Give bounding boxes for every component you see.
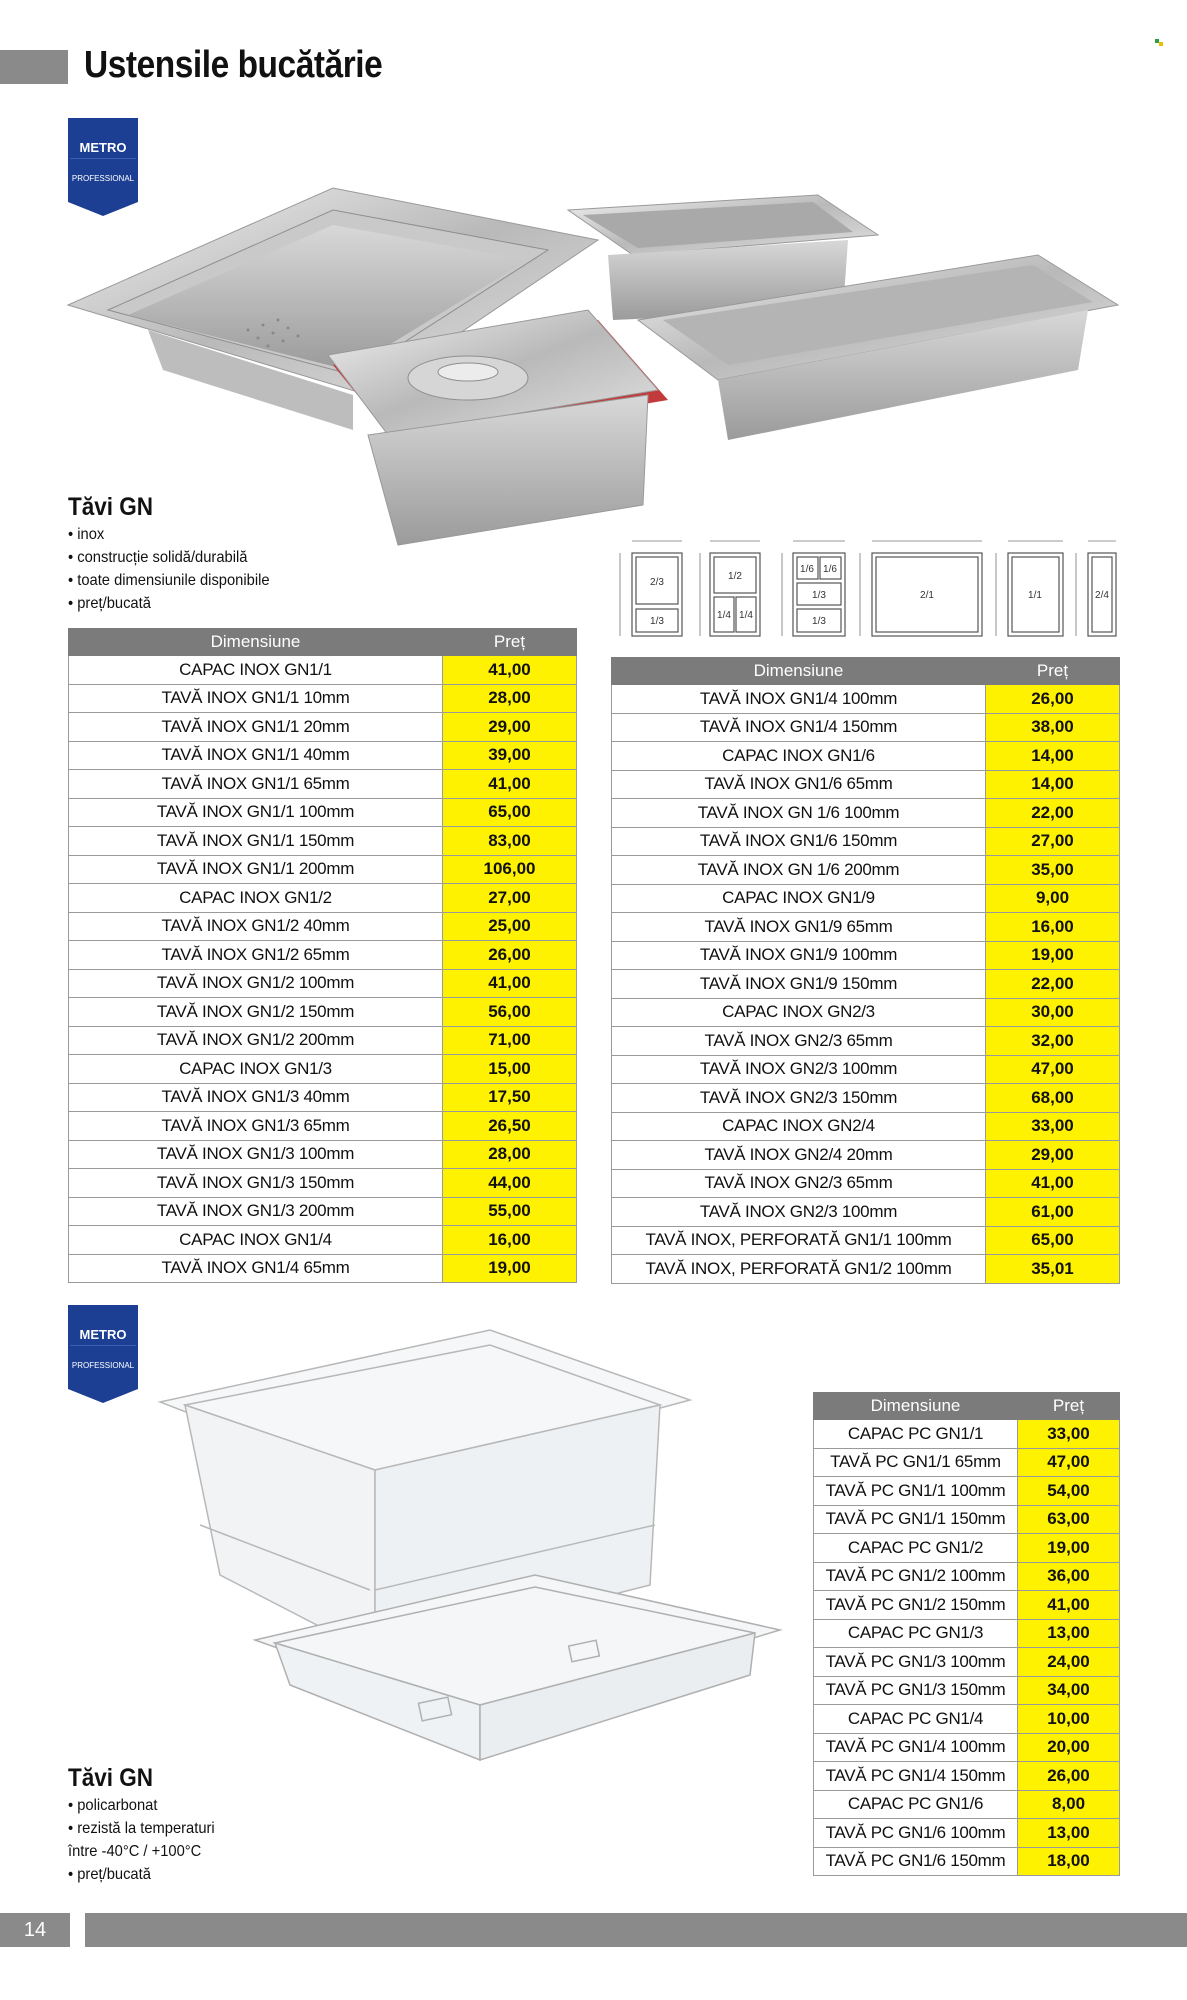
product-name: TAVĂ INOX, PERFORATĂ GN1/2 100mm [612, 1255, 986, 1284]
diagram-label: 1/6 [800, 564, 814, 575]
product-name: CAPAC PC GN1/1 [814, 1420, 1018, 1449]
product-name: TAVĂ PC GN1/3 100mm [814, 1648, 1018, 1677]
product-price: 20,00 [1018, 1733, 1120, 1762]
product-price: 41,00 [986, 1169, 1120, 1198]
product-name: TAVĂ INOX GN1/6 65mm [612, 770, 986, 799]
product-price: 65,00 [986, 1226, 1120, 1255]
product-price: 29,00 [443, 713, 577, 742]
product-price: 27,00 [443, 884, 577, 913]
table-row [69, 684, 577, 713]
diagram-label: 1/1 [1028, 590, 1042, 601]
table-row [69, 798, 577, 827]
inox-bullet-list [68, 523, 270, 615]
table-row [69, 1226, 577, 1255]
product-price: 33,00 [1018, 1420, 1120, 1449]
column-header-dimension: Dimensiune [69, 629, 443, 656]
product-name: TAVĂ PC GN1/2 150mm [814, 1591, 1018, 1620]
product-price: 10,00 [1018, 1705, 1120, 1734]
table-row [612, 770, 1120, 799]
product-name: TAVĂ PC GN1/4 100mm [814, 1733, 1018, 1762]
table-row [814, 1648, 1120, 1677]
product-price: 39,00 [443, 741, 577, 770]
product-name: TAVĂ INOX GN1/9 65mm [612, 913, 986, 942]
section-title-inox: Tăvi GN [68, 493, 154, 521]
table-row [612, 1112, 1120, 1141]
product-price: 8,00 [1018, 1790, 1120, 1819]
table-row [814, 1819, 1120, 1848]
product-name: TAVĂ INOX GN2/3 100mm [612, 1055, 986, 1084]
polycarbonate-pans-image [160, 1325, 790, 1795]
product-name: CAPAC INOX GN2/4 [612, 1112, 986, 1141]
product-name: TAVĂ INOX GN1/3 150mm [69, 1169, 443, 1198]
product-price: 35,00 [986, 856, 1120, 885]
product-price: 41,00 [1018, 1591, 1120, 1620]
table-row [612, 998, 1120, 1027]
product-name: TAVĂ INOX GN1/1 200mm [69, 855, 443, 884]
table-row [814, 1591, 1120, 1620]
product-name: TAVĂ PC GN1/2 100mm [814, 1562, 1018, 1591]
product-name: TAVĂ INOX GN1/6 150mm [612, 827, 986, 856]
table-row [814, 1790, 1120, 1819]
product-name: TAVĂ INOX GN2/3 65mm [612, 1169, 986, 1198]
diagram-label: 1/2 [728, 571, 742, 582]
product-name: TAVĂ INOX GN1/4 150mm [612, 713, 986, 742]
product-price: 28,00 [443, 1140, 577, 1169]
product-price: 65,00 [443, 798, 577, 827]
product-price: 19,00 [1018, 1534, 1120, 1563]
bullet-item: • preț/bucată [68, 1863, 215, 1886]
table-row [612, 1169, 1120, 1198]
product-price: 22,00 [986, 799, 1120, 828]
product-price: 44,00 [443, 1169, 577, 1198]
table-row [814, 1847, 1120, 1876]
bullet-item: • construcție solidă/durabilă [68, 546, 270, 569]
table-row [814, 1420, 1120, 1449]
product-price: 26,50 [443, 1112, 577, 1141]
product-price: 47,00 [986, 1055, 1120, 1084]
table-row [814, 1619, 1120, 1648]
table-row [69, 1254, 577, 1283]
table-row [814, 1534, 1120, 1563]
diagram-label: 1/6 [823, 564, 837, 575]
bullet-item: • inox [68, 523, 270, 546]
table-row [814, 1448, 1120, 1477]
diagram-label: 2/1 [920, 590, 934, 601]
product-name: CAPAC INOX GN2/3 [612, 998, 986, 1027]
bullet-item: • preț/bucată [68, 592, 270, 615]
table-row [612, 1255, 1120, 1284]
product-price: 36,00 [1018, 1562, 1120, 1591]
product-price: 16,00 [986, 913, 1120, 942]
product-price: 26,00 [1018, 1762, 1120, 1791]
product-price: 34,00 [1018, 1676, 1120, 1705]
table-row [612, 1027, 1120, 1056]
table-row [612, 913, 1120, 942]
product-name: TAVĂ PC GN1/3 150mm [814, 1676, 1018, 1705]
table-row [69, 656, 577, 685]
table-row [69, 827, 577, 856]
product-name: CAPAC INOX GN1/2 [69, 884, 443, 913]
product-name: TAVĂ INOX GN2/3 65mm [612, 1027, 986, 1056]
table-row [612, 884, 1120, 913]
product-name: CAPAC INOX GN1/1 [69, 656, 443, 685]
section-title-pc: Tăvi GN [68, 1764, 154, 1792]
table-row [612, 799, 1120, 828]
product-name: TAVĂ INOX GN2/3 100mm [612, 1198, 986, 1227]
product-name: CAPAC INOX GN1/3 [69, 1055, 443, 1084]
product-name: TAVĂ INOX GN1/3 65mm [69, 1112, 443, 1141]
column-header-price: Preț [986, 658, 1120, 685]
table-row [69, 1140, 577, 1169]
table-row [612, 970, 1120, 999]
product-price: 26,00 [986, 685, 1120, 714]
product-price: 19,00 [986, 941, 1120, 970]
product-price: 38,00 [986, 713, 1120, 742]
table-row [612, 1141, 1120, 1170]
table-row [612, 1226, 1120, 1255]
product-name: TAVĂ INOX GN1/9 150mm [612, 970, 986, 999]
page-title: Ustensile bucătărie [84, 44, 383, 86]
product-name: TAVĂ INOX GN 1/6 100mm [612, 799, 986, 828]
diagram-label: 1/4 [739, 610, 753, 621]
product-price: 18,00 [1018, 1847, 1120, 1876]
column-header-price: Preț [443, 629, 577, 656]
table-row [69, 1112, 577, 1141]
pc-price-table [813, 1392, 1120, 1876]
corner-logo-mark [1155, 39, 1163, 46]
product-name: CAPAC INOX GN1/9 [612, 884, 986, 913]
product-price: 19,00 [443, 1254, 577, 1283]
product-price: 22,00 [986, 970, 1120, 999]
table-row [69, 855, 577, 884]
product-name: TAVĂ INOX GN1/2 150mm [69, 998, 443, 1027]
product-price: 83,00 [443, 827, 577, 856]
product-name: TAVĂ PC GN1/6 100mm [814, 1819, 1018, 1848]
product-name: TAVĂ PC GN1/1 100mm [814, 1477, 1018, 1506]
product-name: TAVĂ INOX GN1/4 65mm [69, 1254, 443, 1283]
table-row [612, 1055, 1120, 1084]
product-name: TAVĂ INOX GN1/1 20mm [69, 713, 443, 742]
bullet-item: între -40°C / +100°C [68, 1843, 202, 1860]
table-row [612, 685, 1120, 714]
diagram-label: 2/3 [650, 577, 664, 588]
product-name: TAVĂ INOX GN1/2 65mm [69, 941, 443, 970]
product-name: TAVĂ INOX GN1/2 40mm [69, 912, 443, 941]
table-row [69, 1169, 577, 1198]
table-row [69, 713, 577, 742]
product-price: 29,00 [986, 1141, 1120, 1170]
product-name: CAPAC PC GN1/3 [814, 1619, 1018, 1648]
product-name: TAVĂ PC GN1/4 150mm [814, 1762, 1018, 1791]
page-number: 14 [23, 1919, 47, 1941]
table-row [69, 741, 577, 770]
product-price: 68,00 [986, 1084, 1120, 1113]
product-price: 56,00 [443, 998, 577, 1027]
bullet-item: • policarbonat [68, 1794, 215, 1817]
product-price: 16,00 [443, 1226, 577, 1255]
product-name: CAPAC INOX GN1/4 [69, 1226, 443, 1255]
table-row [612, 941, 1120, 970]
table-row [612, 856, 1120, 885]
product-name: TAVĂ INOX, PERFORATĂ GN1/1 100mm [612, 1226, 986, 1255]
badge-brand: METRO [79, 140, 127, 155]
badge-subtitle: PROFESSIONAL [71, 174, 135, 183]
product-price: 15,00 [443, 1055, 577, 1084]
bullet-item: • toate dimensiunile disponibile [68, 569, 270, 592]
product-name: TAVĂ INOX GN1/1 65mm [69, 770, 443, 799]
product-name: TAVĂ INOX GN1/9 100mm [612, 941, 986, 970]
product-price: 13,00 [1018, 1619, 1120, 1648]
table-row [814, 1676, 1120, 1705]
product-price: 41,00 [443, 656, 577, 685]
product-price: 27,00 [986, 827, 1120, 856]
table-row [69, 969, 577, 998]
pc-bullet-list [68, 1794, 215, 1886]
product-price: 106,00 [443, 855, 577, 884]
product-price: 17,50 [443, 1083, 577, 1112]
product-name: CAPAC PC GN1/4 [814, 1705, 1018, 1734]
table-row [612, 1198, 1120, 1227]
footer-bar [85, 1913, 1187, 1947]
table-row [814, 1762, 1120, 1791]
product-name: TAVĂ INOX GN1/4 100mm [612, 685, 986, 714]
column-header-dimension: Dimensiune [612, 658, 986, 685]
product-name: TAVĂ PC GN1/6 150mm [814, 1847, 1018, 1876]
diagram-label: 1/3 [812, 590, 826, 601]
product-name: CAPAC INOX GN1/6 [612, 742, 986, 771]
product-price: 41,00 [443, 969, 577, 998]
product-price: 54,00 [1018, 1477, 1120, 1506]
table-row [612, 827, 1120, 856]
table-row [69, 912, 577, 941]
product-name: TAVĂ INOX GN1/3 100mm [69, 1140, 443, 1169]
product-price: 35,01 [986, 1255, 1120, 1284]
table-row [612, 713, 1120, 742]
table-row [814, 1477, 1120, 1506]
product-price: 24,00 [1018, 1648, 1120, 1677]
product-name: TAVĂ INOX GN1/1 100mm [69, 798, 443, 827]
product-name: TAVĂ INOX GN1/1 40mm [69, 741, 443, 770]
diagram-label: 1/3 [812, 616, 826, 627]
product-name: CAPAC PC GN1/6 [814, 1790, 1018, 1819]
product-name: TAVĂ INOX GN1/1 150mm [69, 827, 443, 856]
diagram-label: 2/4 [1095, 590, 1109, 601]
stainless-pans-image [68, 180, 1128, 560]
product-name: TAVĂ INOX GN1/3 40mm [69, 1083, 443, 1112]
table-row [69, 1055, 577, 1084]
product-price: 55,00 [443, 1197, 577, 1226]
title-accent-bar [0, 50, 68, 84]
product-price: 26,00 [443, 941, 577, 970]
product-price: 28,00 [443, 684, 577, 713]
product-price: 13,00 [1018, 1819, 1120, 1848]
bullet-item: • rezistă la temperaturi [68, 1817, 215, 1840]
gn-size-diagram [610, 533, 1120, 643]
product-name: TAVĂ INOX GN 1/6 200mm [612, 856, 986, 885]
table-row [69, 770, 577, 799]
column-header-price: Preț [1018, 1393, 1120, 1420]
product-name: CAPAC PC GN1/2 [814, 1534, 1018, 1563]
product-price: 41,00 [443, 770, 577, 799]
product-price: 9,00 [986, 884, 1120, 913]
product-name: TAVĂ PC GN1/1 150mm [814, 1505, 1018, 1534]
product-price: 25,00 [443, 912, 577, 941]
product-name: TAVĂ INOX GN1/2 200mm [69, 1026, 443, 1055]
metro-professional-badge [68, 1305, 138, 1403]
diagram-label: 1/4 [717, 610, 731, 621]
product-price: 33,00 [986, 1112, 1120, 1141]
table-row [69, 1197, 577, 1226]
table-row [814, 1562, 1120, 1591]
table-row [69, 884, 577, 913]
product-name: TAVĂ INOX GN1/3 200mm [69, 1197, 443, 1226]
table-row [814, 1505, 1120, 1534]
table-row [69, 998, 577, 1027]
product-name: TAVĂ INOX GN1/2 100mm [69, 969, 443, 998]
product-price: 71,00 [443, 1026, 577, 1055]
table-row [69, 1083, 577, 1112]
badge-subtitle: PROFESSIONAL [71, 1361, 135, 1370]
diagram-label: 1/3 [650, 616, 664, 627]
table-row [814, 1733, 1120, 1762]
product-name: TAVĂ INOX GN2/4 20mm [612, 1141, 986, 1170]
product-price: 47,00 [1018, 1448, 1120, 1477]
product-price: 30,00 [986, 998, 1120, 1027]
product-name: TAVĂ PC GN1/1 65mm [814, 1448, 1018, 1477]
product-price: 14,00 [986, 770, 1120, 799]
column-header-dimension: Dimensiune [814, 1393, 1018, 1420]
table-row [612, 1084, 1120, 1113]
product-price: 32,00 [986, 1027, 1120, 1056]
inox-price-table-left [68, 628, 577, 1283]
table-row [69, 941, 577, 970]
product-name: TAVĂ INOX GN1/1 10mm [69, 684, 443, 713]
product-price: 14,00 [986, 742, 1120, 771]
table-row [814, 1705, 1120, 1734]
badge-brand: METRO [79, 1327, 127, 1342]
product-price: 63,00 [1018, 1505, 1120, 1534]
table-row [69, 1026, 577, 1055]
table-row [612, 742, 1120, 771]
inox-price-table-right [611, 657, 1120, 1284]
product-price: 61,00 [986, 1198, 1120, 1227]
product-name: TAVĂ INOX GN2/3 150mm [612, 1084, 986, 1113]
